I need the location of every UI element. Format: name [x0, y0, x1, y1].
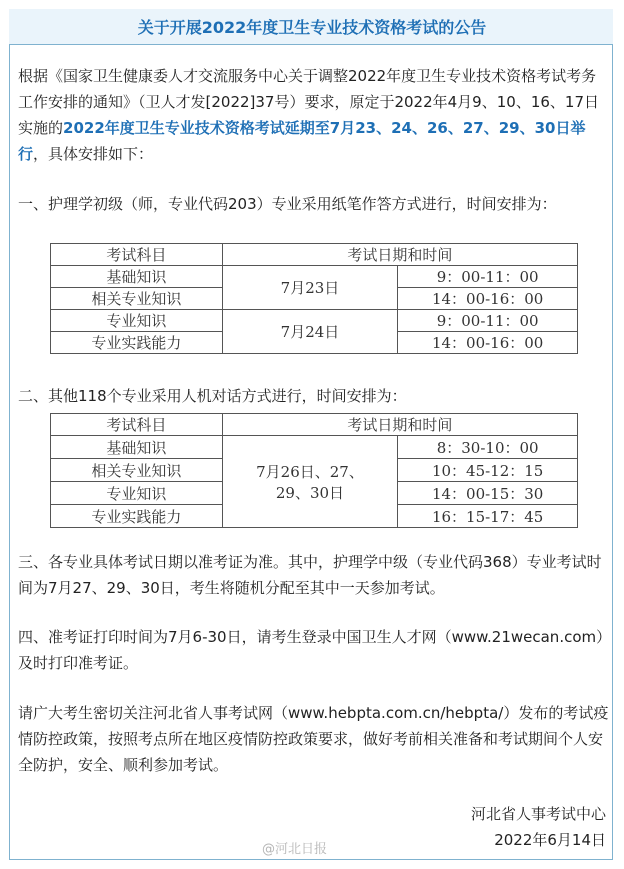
subject-cell: 专业知识: [51, 310, 223, 332]
intro-tail: ，具体安排如下：: [33, 145, 154, 163]
subject-cell: 专业实践能力: [51, 505, 223, 528]
time-cell: 14：00-15：30: [398, 482, 578, 505]
subject-cell: 基础知识: [51, 266, 223, 288]
notice-title: 关于开展2022年度卫生专业技术资格考试的公告: [137, 18, 487, 37]
section2-heading: 二、其他118个专业采用人机对话方式进行，时间安排为：: [18, 387, 407, 405]
signature-date: 2022年6月14日: [494, 831, 606, 849]
intro-highlight: 2022年度卫生专业技术资格考试延期至7月23、24、26、27、29、30日举行: [18, 119, 586, 163]
intro-text: 根据《国家卫生健康委人才交流服务中心关于调整2022年度卫生专业技术资格考试考务工作安排的通知》（卫人才发[2022]37号）要求，原定于2022年4月9、10、16、17日实施的: [18, 67, 599, 137]
schedule-table-paper: [50, 243, 578, 354]
date-cell: 7月23日: [222, 266, 398, 310]
table-header-subject: 考试科目: [51, 414, 223, 436]
section3-paragraph: 三、各专业具体考试日期以准考证为准。其中，护理学中级（专业代码368）专业考试时间为7月27、29、30日，考生将随机分配至其中一天参加考试。: [18, 553, 602, 597]
closing-paragraph: 请广大考生密切关注河北省人事考试网（www.hebpta.com.cn/hebpta/）发布的考试疫情防控政策，按照考点所在地区疫情防控政策要求，做好考前相关准备和考试期间个人安全防护，安全、顺利参加考试。: [18, 704, 609, 774]
intro-paragraph: [18, 63, 610, 167]
time-cell: 9：00-11：00: [398, 310, 578, 332]
subject-cell: 相关专业知识: [51, 459, 223, 482]
table-header-datetime: 考试日期和时间: [222, 244, 577, 266]
time-cell: 10：45-12：15: [398, 459, 578, 482]
section1-heading: 一、护理学初级（师，专业代码203）专业采用纸笔作答方式进行，时间安排为：: [18, 195, 557, 213]
schedule-table-computer: [50, 413, 578, 528]
time-cell: 14：00-16：00: [398, 288, 578, 310]
subject-cell: 专业实践能力: [51, 332, 223, 354]
subject-cell: 基础知识: [51, 436, 223, 459]
date-line-2: 29、30日: [275, 483, 345, 502]
time-cell: 9：00-11：00: [398, 266, 578, 288]
signature-org: 河北省人事考试中心: [470, 805, 606, 823]
section4-paragraph: 四、准考证打印时间为7月6-30日，请考生登录中国卫生人才网（www.21wecan.com）及时打印准考证。: [18, 628, 604, 672]
time-cell: 8：30-10：00: [398, 436, 578, 459]
watermark: @河北日报: [262, 842, 328, 857]
table-header-datetime: 考试日期和时间: [222, 414, 577, 436]
date-cell: 7月24日: [222, 310, 398, 354]
time-cell: 14：00-16：00: [398, 332, 578, 354]
time-cell: 16：15-17：45: [398, 505, 578, 528]
subject-cell: 专业知识: [51, 482, 223, 505]
table-header-subject: 考试科目: [51, 244, 223, 266]
date-cell: [222, 436, 398, 528]
date-line-1: 7月26日、27、: [256, 462, 364, 481]
subject-cell: 相关专业知识: [51, 288, 223, 310]
